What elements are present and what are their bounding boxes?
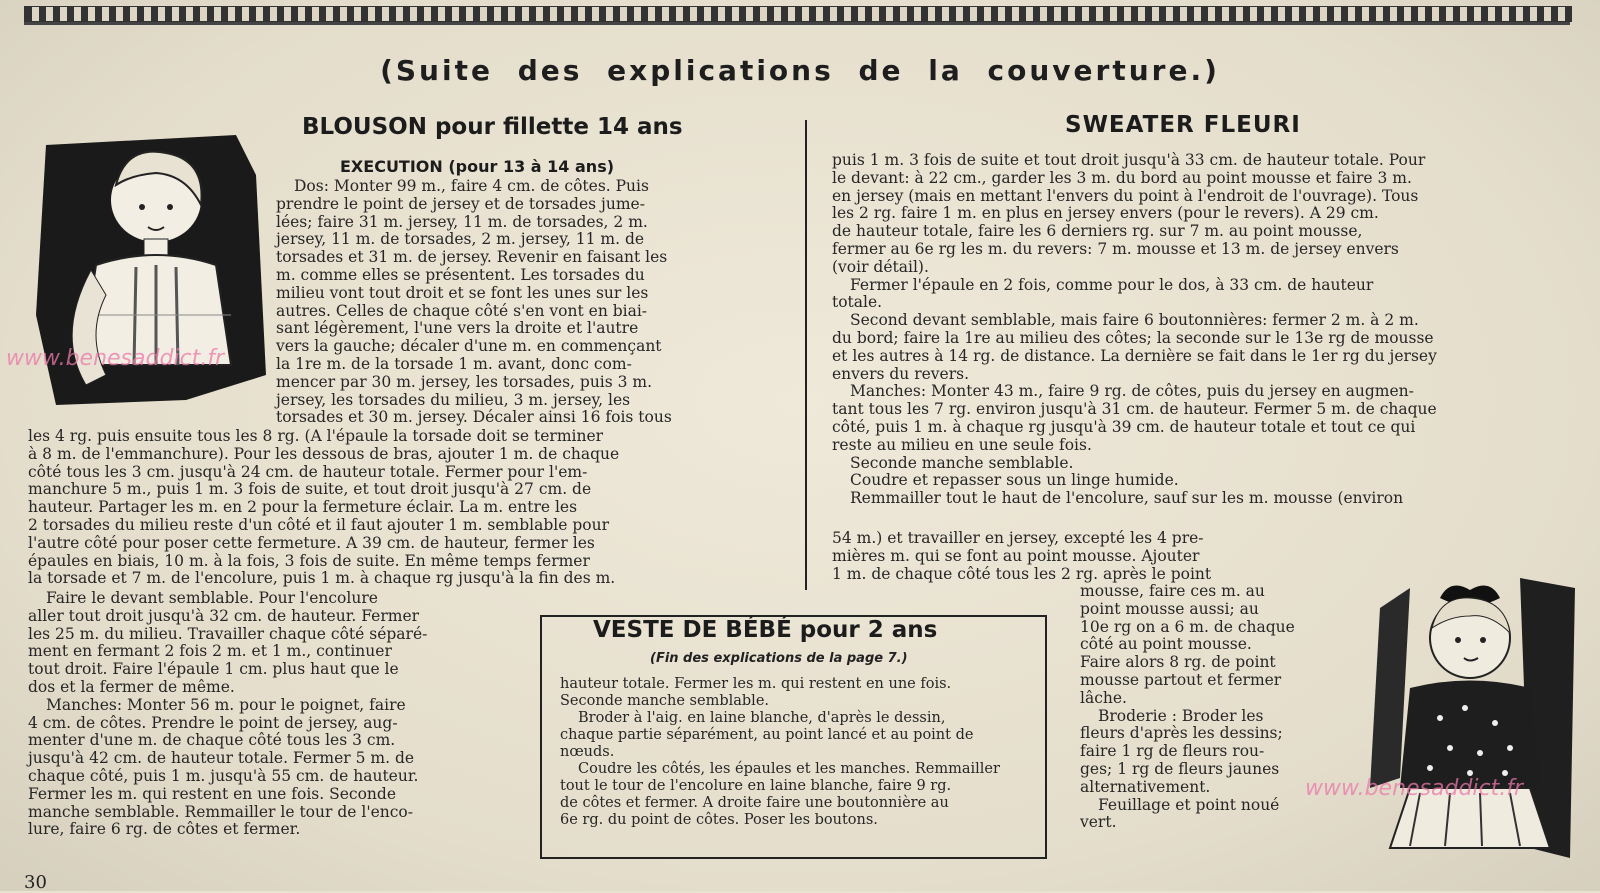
- text-line: manche semblable. Remmailler le tour de l'enco-: [28, 802, 413, 821]
- text-line: prendre le point de jersey et de torsades jume-: [276, 194, 645, 213]
- text-line: tout le tour de l'encolure en laine blanche, faire 9 rg.: [560, 778, 952, 794]
- text-line: (voir détail).: [832, 257, 929, 276]
- text-line: côté au point mousse.: [1080, 635, 1252, 654]
- text-line: 4 cm. de côtes. Prendre le point de jersey, aug-: [28, 713, 398, 732]
- text-line: Second devant semblable, mais faire 6 boutonnières: fermer 2 m. à 2 m.: [850, 311, 1419, 330]
- text-line: m. comme elles se présentent. Les torsades du: [276, 265, 645, 284]
- text-line: côté, puis 1 m. à chaque rg jusqu'à 39 cm. de hauteur totale et tout ce qui: [832, 417, 1416, 436]
- watermark-right: www.benesaddict.fr: [1305, 776, 1524, 801]
- text-line: côté tous les 3 cm. jusqu'à 24 cm. de hauteur totale. Fermer pour l'em-: [28, 462, 588, 481]
- text-line: mières m. qui se font au point mousse. Ajouter: [832, 546, 1200, 565]
- text-line: 54 m.) et travailler en jersey, excepté les 4 pre-: [832, 529, 1204, 547]
- sweater-illustration-icon: [1370, 578, 1575, 858]
- text-line: épaules en biais, 10 m. à la fois, 3 fois de suite. En même temps fermer: [28, 551, 590, 570]
- text-line: Fermer les m. qui restent en une fois. Seconde: [28, 784, 396, 803]
- text-line: Broderie : Broder les: [1098, 706, 1264, 725]
- text-line: l'autre côté pour poser cette fermeture. A 39 cm. de hauteur, fermer les: [28, 533, 595, 552]
- text-line: en jersey (mais en mettant l'envers du point à l'endroit de l'ouvrage). Tous: [832, 186, 1419, 205]
- text-line: jersey, les torsades du milieu, 3 m. jersey, les: [276, 390, 631, 409]
- decorative-border: [24, 6, 1572, 22]
- text-line: dos et la fermer de même.: [28, 677, 235, 696]
- text-line: menter d'une m. de chaque côté tous les 3 cm.: [28, 731, 396, 750]
- text-line: alternativement.: [1080, 777, 1211, 796]
- text-line: Faire alors 8 rg. de point: [1080, 653, 1276, 672]
- text-line: 2 torsades du milieu reste d'un côté et il faut ajouter 1 m. semblable pour: [28, 515, 609, 534]
- sweater-text-mid: [832, 530, 1312, 583]
- decorative-rule: [24, 22, 1570, 25]
- text-line: la torsade et 7 m. de l'encolure, puis 1 m. à chaque rg jusqu'à la fin des m.: [28, 569, 616, 588]
- text-line: de côtes et fermer. A droite faire une boutonnière au: [560, 795, 949, 811]
- text-line: puis 1 m. 3 fois de suite et tout droit jusqu'à 33 cm. de hauteur totale. Pour: [832, 151, 1426, 169]
- text-line: du bord; faire la 1re au milieu des côtes; la seconde sur le 13e rg de mousse: [832, 328, 1434, 347]
- text-line: sant légèrement, l'une vers la droite et l'autre: [276, 319, 639, 338]
- text-line: nœuds.: [560, 744, 615, 760]
- text-line: fermer au 6e rg les m. du revers: 7 m. mousse et 13 m. de jersey envers: [832, 239, 1399, 258]
- page-number: 30: [24, 872, 47, 893]
- text-line: hauteur totale. Fermer les m. qui restent en une fois.: [560, 676, 952, 692]
- blouson-text-bottom: [28, 590, 512, 839]
- text-line: torsades et 30 m. jersey. Décaler ainsi 16 fois tous: [276, 408, 672, 427]
- blouson-execution-heading: EXECUTION (pour 13 à 14 ans): [340, 157, 615, 176]
- text-line: mousse, faire ces m. au: [1080, 582, 1265, 600]
- text-line: fleurs d'après les dessins;: [1080, 724, 1283, 743]
- text-line: aller tout droit jusqu'à 32 cm. de hauteur. Fermer: [28, 606, 420, 625]
- text-line: autres. Celles de chaque côté s'en vont en biai-: [276, 301, 648, 320]
- column-divider: [805, 120, 807, 590]
- text-line: hauteur. Partager les m. en 2 pour la fermeture éclair. La m. entre les: [28, 498, 578, 517]
- text-line: 6e rg. du point de côtes. Poser les boutons.: [560, 812, 878, 828]
- text-line: tant tous les 7 rg. environ jusqu'à 31 cm. de hauteur. Fermer 5 m. de chaque: [832, 400, 1437, 419]
- text-line: les 25 m. du milieu. Travailler chaque côté séparé-: [28, 624, 428, 643]
- blouson-text-top: [276, 178, 754, 427]
- text-line: manchure 5 m., puis 1 m. 3 fois de suite, et tout droit jusqu'à 27 cm. de: [28, 480, 592, 499]
- sweater-text-right: [1080, 583, 1312, 832]
- text-line: Coudre et repasser sous un linge humide.: [850, 471, 1179, 490]
- text-line: le devant: à 22 cm., garder les 3 m. du bord au point mousse et faire 3 m.: [832, 168, 1412, 187]
- sweater-text-top: [832, 152, 1572, 508]
- text-line: à 8 m. de l'emmanchure). Pour les dessous de bras, ajouter 1 m. de chaque: [28, 444, 620, 463]
- text-line: Fermer l'épaule en 2 fois, comme pour le dos, à 33 cm. de hauteur: [850, 275, 1374, 294]
- text-line: vert.: [1080, 813, 1117, 832]
- text-line: torsades et 31 m. de jersey. Revenir en faisant les: [276, 248, 668, 267]
- text-line: Dos: Monter 99 m., faire 4 cm. de côtes. Puis: [294, 177, 649, 195]
- text-line: totale.: [832, 293, 883, 312]
- text-line: lées; faire 31 m. jersey, 11 m. de torsades, 2 m.: [276, 212, 648, 231]
- text-line: 10e rg on a 6 m. de chaque: [1080, 617, 1295, 636]
- text-line: Coudre les côtés, les épaules et les manches. Remmailler: [578, 761, 1000, 777]
- text-line: mousse partout et fermer: [1080, 670, 1282, 689]
- text-line: mencer par 30 m. jersey, les torsades, puis 3 m.: [276, 372, 653, 391]
- text-line: les 2 rg. faire 1 m. en plus en jersey envers (pour le revers). A 29 cm.: [832, 204, 1379, 223]
- text-line: Remmailler tout le haut de l'encolure, sauf sur les m. mousse (environ: [850, 489, 1404, 508]
- text-line: Feuillage et point noué: [1098, 795, 1280, 814]
- text-line: milieu vont tout droit et se font les unes sur les: [276, 283, 649, 302]
- text-line: jusqu'à 42 cm. de hauteur totale. Fermer 5 m. de: [28, 749, 415, 768]
- text-line: lure, faire 6 rg. de côtes et fermer.: [28, 820, 301, 839]
- text-line: chaque côté, puis 1 m. jusqu'à 55 cm. de hauteur.: [28, 766, 419, 785]
- text-line: envers du revers.: [832, 364, 970, 383]
- blouson-text-wide: [28, 428, 756, 588]
- text-line: et les autres à 14 rg. de distance. La dernière se fait dans le 1er rg du jersey: [832, 346, 1437, 365]
- text-line: Manches: Monter 56 m. pour le poignet, faire: [46, 695, 406, 714]
- text-line: de hauteur totale, faire les 6 derniers rg. sur 7 m. au point mousse,: [832, 222, 1363, 241]
- text-line: ges; 1 rg de fleurs jaunes: [1080, 759, 1280, 778]
- text-line: 1 m. de chaque côté tous les 2 rg. après le point: [832, 564, 1212, 583]
- text-line: reste au milieu en une seule fois.: [832, 435, 1092, 454]
- text-line: lâche.: [1080, 688, 1127, 707]
- text-line: Faire le devant semblable. Pour l'encolure: [46, 589, 378, 607]
- text-line: faire 1 rg de fleurs rou-: [1080, 742, 1265, 761]
- watermark-left: www.benesaddict.fr: [6, 346, 225, 371]
- veste-text: [560, 676, 1040, 829]
- text-line: les 4 rg. puis ensuite tous les 8 rg. (A l'épaule la torsade doit se terminer: [28, 427, 604, 445]
- text-line: point mousse aussi; au: [1080, 599, 1259, 618]
- text-line: Seconde manche semblable.: [560, 693, 770, 709]
- text-line: ment en fermant 2 fois 2 m. et 1 m., continuer: [28, 642, 392, 661]
- text-line: la 1re m. de la torsade 1 m. avant, donc com-: [276, 354, 632, 373]
- veste-subtitle: (Fin des explications de la page 7.): [650, 651, 908, 666]
- text-line: Manches: Monter 43 m., faire 9 rg. de côtes, puis du jersey en augmen-: [850, 382, 1414, 401]
- text-line: Seconde manche semblable.: [850, 453, 1074, 472]
- text-line: vers la gauche; décaler d'une m. en commençant: [276, 337, 662, 356]
- text-line: chaque partie séparément, au point lancé et au point de: [560, 727, 974, 743]
- text-line: jersey, 11 m. de torsades, 2 m. jersey, 11 m. de: [276, 230, 645, 249]
- sweater-title: SWEATER FLEURI: [1065, 112, 1301, 138]
- text-line: Broder à l'aig. en laine blanche, d'après le dessin,: [578, 710, 946, 726]
- veste-title: VESTE DE BÉBÉ pour 2 ans: [593, 617, 938, 643]
- text-line: tout droit. Faire l'épaule 1 cm. plus haut que le: [28, 660, 399, 679]
- blouson-title: BLOUSON pour fillette 14 ans: [302, 114, 683, 140]
- section-heading: (Suite des explications de la couverture.): [380, 54, 1220, 87]
